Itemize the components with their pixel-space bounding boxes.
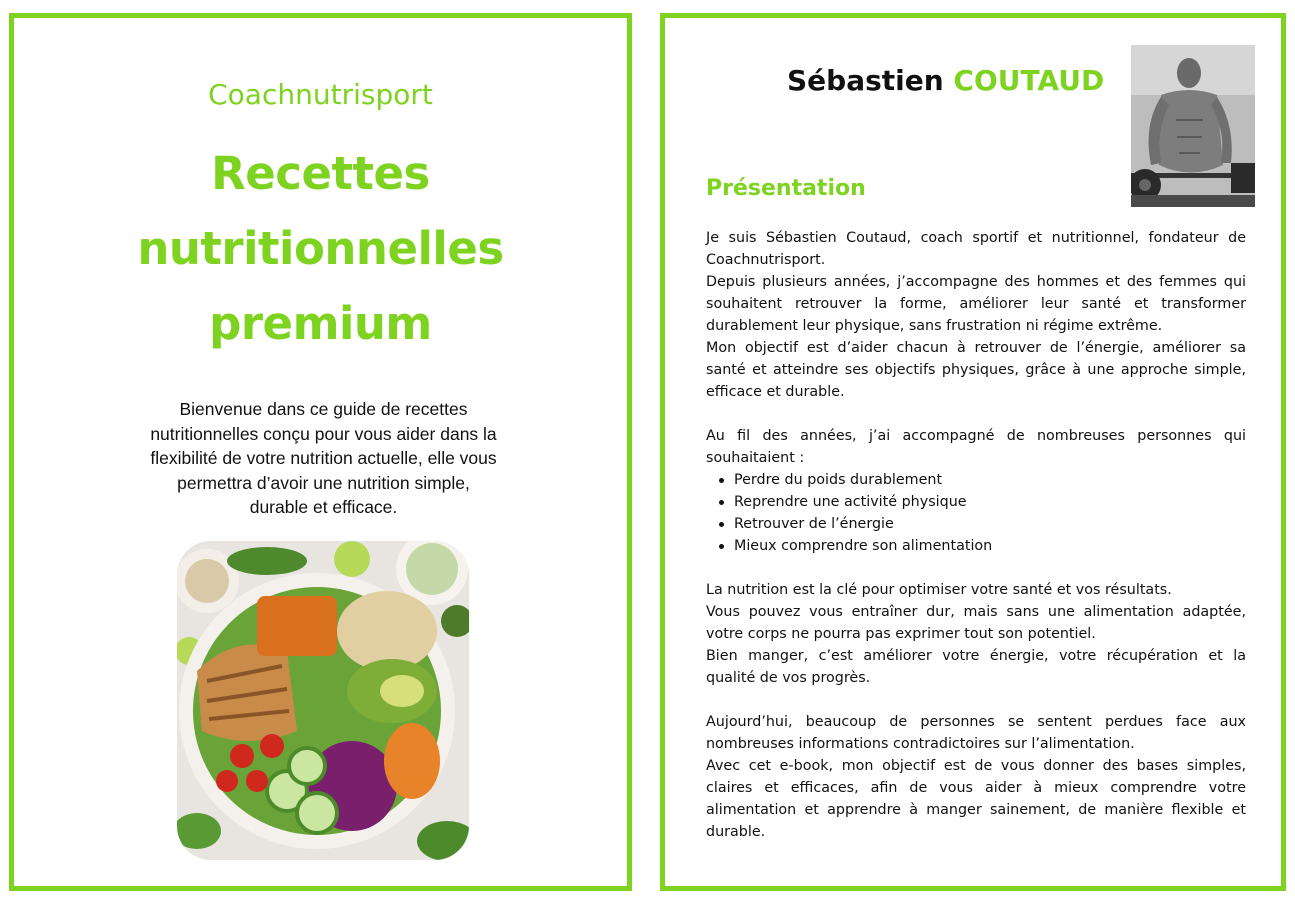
cover-title [14,136,627,361]
paragraph: Je suis Sébastien Coutaud, coach sportif et nutritionnel, fondateur de Coachnutrisport. [706,230,1246,268]
brand-name: Coachnutrisport [208,78,433,111]
paragraph: Bien manger, c’est améliorer votre énergie, votre récupération et la qualité de vos progrès. [706,648,1246,686]
intro-line: permettra d’avoir une nutrition simple, [177,472,470,493]
paragraph: La nutrition est la clé pour optimiser votre santé et vos résultats. [706,582,1172,598]
list-item: Perdre du poids durablement [716,469,1246,491]
list-item: Retrouver de l’énergie [716,513,1246,535]
paragraph: Au fil des années, j’ai accompagné de nombreuses personnes qui souhaitaient : [706,428,1246,466]
presentation-text [706,227,1246,843]
paragraph: Mon objectif est d’aider chacun à retrouver de l’énergie, améliorer sa santé et atteindre ses objectifs physiques, grâce à une approche simple, efficace et durable. [706,340,1246,400]
cover-page [9,13,632,891]
list-item: Reprendre une activité physique [716,491,1246,513]
paragraph: Depuis plusieurs années, j’accompagne des hommes et des femmes qui souhaitent retrouver la forme, améliorer leur santé et transformer durablement leur physique, sans frustration ni régime extrême. [706,274,1246,334]
author-last-name: COUTAUD [953,64,1105,97]
cover-title-line: nutritionnelles [137,222,504,275]
food-bowl-image [177,541,469,860]
author-first-name: Sébastien [787,64,944,97]
author-name [787,64,1104,97]
paragraph: Avec cet e-book, mon objectif est de vous donner des bases simples, claires et efficaces, afin de vous aider à mieux comprendre votre alimentation et apprendre à manger sainement, de manière flexible et durable. [706,758,1246,840]
paragraph: Aujourd’hui, beaucoup de personnes se sentent perdues face aux nombreuses informations contradictoires sur l’alimentation. [706,714,1246,752]
intro-line: nutritionnelles conçu pour vous aider dans la [150,423,497,444]
intro-line: Bienvenue dans ce guide de recettes [179,399,468,419]
cover-title-line: premium [209,297,432,350]
intro-line: durable et efficace. [249,497,398,517]
presentation-page [660,13,1286,891]
list-item: Mieux comprendre son alimentation [716,535,1246,557]
intro-text [122,397,525,520]
goals-list [716,469,1246,557]
section-title: Présentation [706,176,866,201]
author-photo [1131,45,1255,207]
intro-line: flexibilité de votre nutrition actuelle, elle vous [150,448,497,468]
paragraph: Vous pouvez vous entraîner dur, mais sans une alimentation adaptée, votre corps ne pourra pas exprimer tout son potentiel. [706,604,1246,642]
cover-title-line: Recettes [211,147,430,200]
